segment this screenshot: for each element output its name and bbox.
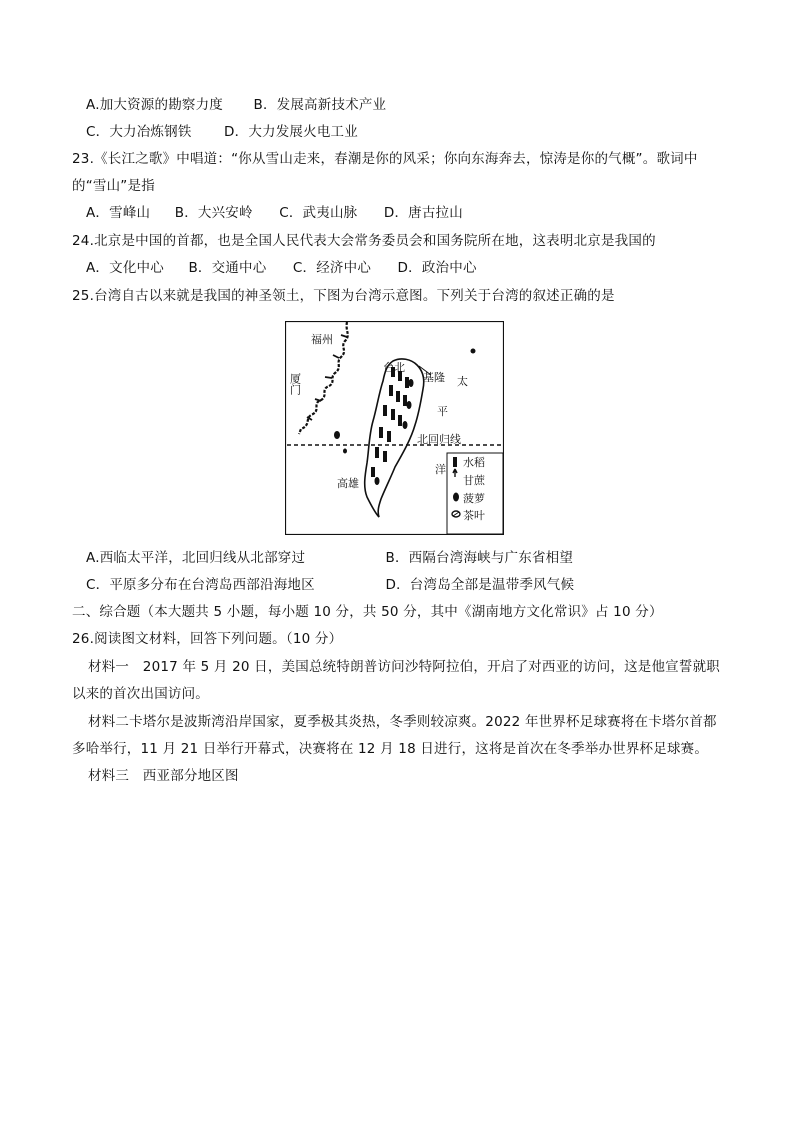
label-gaoxiong: 高雄 xyxy=(337,477,359,490)
map-legend xyxy=(447,453,503,534)
q23-stem-line1: 23.《长江之歌》中唱道：“你从雪山走来，春潮是你的风采；你向东海奔去，惊涛是你的气概”。歌词中 xyxy=(72,151,698,167)
legend-rice: 水稻 xyxy=(463,456,485,469)
q26-stem: 26.阅读图文材料，回答下列问题。（10 分） xyxy=(72,631,343,647)
small-island xyxy=(471,349,476,354)
q25-option-b: B．西隔台湾海峡与广东省相望 xyxy=(385,550,574,566)
legend-pineapple-icon xyxy=(453,493,459,502)
penghu-island xyxy=(334,431,340,439)
legend-sugarcane: 甘蔗 xyxy=(463,474,485,487)
label-xiamen: 厦门 xyxy=(288,373,302,395)
q24-option-a: A．文化中心 xyxy=(86,260,164,276)
taiwan-map xyxy=(285,321,504,535)
q23-option-b: B．大兴安岭 xyxy=(174,205,253,221)
q22-option-c: C．大力冶炼钢铁 xyxy=(86,124,192,140)
legend-tea: 茶叶 xyxy=(463,509,485,522)
q26-material1-line2: 以来的首次出国访问。 xyxy=(72,686,209,702)
q24-option-c: C．经济中心 xyxy=(292,260,372,276)
label-taibei: 台北 xyxy=(383,361,405,374)
small-island xyxy=(343,449,347,454)
q23-option-c: C．武夷山脉 xyxy=(279,205,358,221)
q25-option-d: D．台湾岛全部是温带季风气候 xyxy=(385,577,575,593)
q25-options-row2 xyxy=(86,575,574,595)
q24-option-b: B．交通中心 xyxy=(188,260,267,276)
q22-options-row2 xyxy=(86,122,358,142)
q23-option-a: A．雪峰山 xyxy=(86,205,151,221)
q25-options-row1 xyxy=(86,548,573,568)
q24-options xyxy=(86,258,477,278)
q23-option-d: D．唐古拉山 xyxy=(383,205,463,221)
q25-option-c: C．平原多分布在台湾岛西部沿海地区 xyxy=(86,577,315,593)
q24-stem: 24.北京是中国的首都，也是全国人民代表大会常务委员会和国务院所在地，这表明北京是我国的 xyxy=(72,233,656,249)
legend-rice-icon xyxy=(453,457,457,467)
label-ping: 平 xyxy=(437,405,448,418)
q22-option-d: D．大力发展火电工业 xyxy=(224,124,358,140)
q26-material2-line2: 多哈举行，11 月 21 日举行开幕式，决赛将在 12 月 18 日进行，这将是首次在冬季举办世界杯足球赛。 xyxy=(72,741,709,757)
label-tai: 太 xyxy=(457,375,468,388)
q22-option-a: A.加大资源的勘察力度 xyxy=(86,97,223,113)
q26-material3: 材料三 西亚部分地区图 xyxy=(88,768,239,784)
q26-material1-line1: 材料一 2017 年 5 月 20 日，美国总统特朗普访问沙特阿拉伯，开启了对西亚的访问，这是他宣誓就职 xyxy=(88,659,720,675)
q22-options-row1 xyxy=(86,95,386,115)
q26-material2-line1: 材料二卡塔尔是波斯湾沿岸国家，夏季极其炎热，冬季则较凉爽。2022 年世界杯足球赛将在卡塔尔首都 xyxy=(88,714,717,730)
q25-option-a: A.西临太平洋，北回归线从北部穿过 xyxy=(86,550,306,566)
q24-option-d: D．政治中心 xyxy=(397,260,477,276)
label-fuzhou: 福州 xyxy=(311,333,333,346)
label-tropic: 北回归线 xyxy=(417,433,461,446)
q23-options xyxy=(86,203,463,223)
q25-stem: 25.台湾自古以来就是我国的神圣领土，下图为台湾示意图。下列关于台湾的叙述正确的是 xyxy=(72,288,615,304)
section2-heading: 二、综合题（本大题共 5 小题，每小题 10 分，共 50 分，其中《湖南地方文化常识》占 10 分） xyxy=(72,604,663,620)
q23-stem-line2: 的“雪山”是指 xyxy=(72,178,155,194)
label-yang: 洋 xyxy=(435,463,446,476)
legend-pineapple: 菠萝 xyxy=(463,492,485,505)
label-jilong: 基隆 xyxy=(423,371,445,384)
q22-option-b: B．发展高新技术产业 xyxy=(253,97,387,113)
